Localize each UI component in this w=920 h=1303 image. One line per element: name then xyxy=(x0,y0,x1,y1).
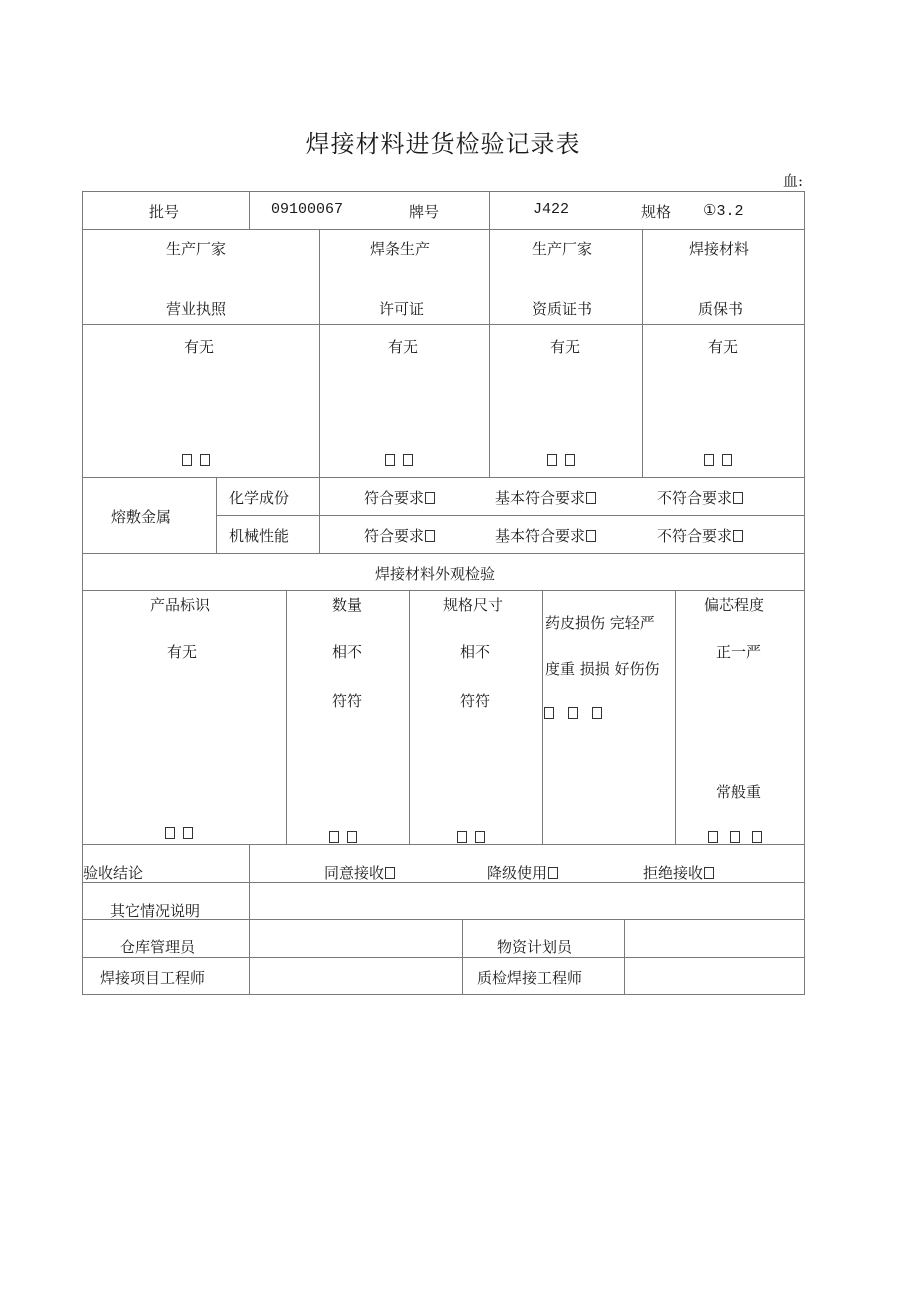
none-checkbox[interactable] xyxy=(565,454,575,466)
mech-options-cell xyxy=(319,515,805,554)
warehouse-manager-signature-field[interactable] xyxy=(249,919,463,958)
doc-header-business-license: 生产厂家 营业执照 xyxy=(82,229,320,325)
appearance-quantity: 数量 相不 符符 xyxy=(286,590,410,845)
material-planner-label-cell: 物资计划员 xyxy=(462,919,625,958)
spec-label: 规格 xyxy=(641,203,672,221)
average-checkbox[interactable] xyxy=(730,831,740,843)
mech-opt1[interactable]: 符合要求 xyxy=(364,525,435,546)
has-checkbox[interactable] xyxy=(182,454,192,466)
conclusion-label: 验收结论 xyxy=(83,864,144,882)
other-label-cell xyxy=(82,882,250,920)
doc-header-qualification: 生产厂家 资质证书 xyxy=(489,229,643,325)
match-checkbox[interactable] xyxy=(457,831,467,843)
doc-check-qualification: 有无 xyxy=(489,324,643,478)
appearance-header-cell xyxy=(82,553,805,591)
doc-check-production-permit: 有无 xyxy=(319,324,490,478)
checkbox[interactable] xyxy=(586,492,596,504)
other-value-field[interactable] xyxy=(249,882,805,920)
spec-value[interactable]: ①3.2 xyxy=(703,203,744,220)
none-checkbox[interactable] xyxy=(403,454,413,466)
accept-checkbox[interactable] xyxy=(385,867,395,879)
conclusion-label-cell xyxy=(82,844,250,883)
reject-option[interactable]: 拒绝接收 xyxy=(643,862,714,883)
doc-check-quality-certificate: 有无 xyxy=(642,324,805,478)
checkbox[interactable] xyxy=(733,530,743,542)
accept-option[interactable]: 同意接收 xyxy=(324,862,395,883)
mismatch-checkbox[interactable] xyxy=(475,831,485,843)
brand-value[interactable]: J422 xyxy=(533,201,570,218)
batch-label: 批号 xyxy=(149,203,180,221)
normal-checkbox[interactable] xyxy=(708,831,718,843)
batch-value[interactable]: 09100067 xyxy=(271,201,344,218)
doc-header-quality-certificate: 焊接材料 质保书 xyxy=(642,229,805,325)
none-checkbox[interactable] xyxy=(183,827,193,839)
batch-label-cell xyxy=(82,191,250,230)
mech-label-cell: 机械性能 xyxy=(216,515,320,554)
none-checkbox[interactable] xyxy=(722,454,732,466)
deposited-metal-label: 熔敷金属 xyxy=(111,508,172,526)
intact-checkbox[interactable] xyxy=(544,707,554,719)
chem-opt2[interactable]: 基本符合要求 xyxy=(495,487,596,508)
appearance-header: 焊接材料外观检验 xyxy=(375,565,496,583)
none-checkbox[interactable] xyxy=(200,454,210,466)
checkbox[interactable] xyxy=(425,492,435,504)
downgrade-checkbox[interactable] xyxy=(548,867,558,879)
appearance-eccentricity: 偏芯程度 正一严 常般重 xyxy=(675,590,805,845)
match-checkbox[interactable] xyxy=(329,831,339,843)
deposited-metal-label-cell xyxy=(82,477,217,554)
has-checkbox[interactable] xyxy=(165,827,175,839)
other-label: 其它情况说明 xyxy=(110,902,201,920)
appearance-product-mark: 产品标识 有无 xyxy=(82,590,287,845)
has-checkbox[interactable] xyxy=(385,454,395,466)
welding-engineer-signature-field[interactable] xyxy=(249,957,463,995)
page-title: 焊接材料进货检验记录表 xyxy=(305,130,581,158)
corner-mark: 血: xyxy=(783,172,804,190)
chem-opt1[interactable]: 符合要求 xyxy=(364,487,435,508)
chem-label-cell: 化学成份 xyxy=(216,477,320,516)
appearance-spec-size: 规格尺寸 相不 符符 xyxy=(409,590,543,845)
conclusion-options-cell xyxy=(249,844,805,883)
doc-header-production-permit: 焊条生产 许可证 xyxy=(319,229,490,325)
checkbox[interactable] xyxy=(425,530,435,542)
chem-opt3[interactable]: 不符合要求 xyxy=(657,487,743,508)
chem-options-cell xyxy=(319,477,805,516)
brand-label: 牌号 xyxy=(409,203,440,221)
has-checkbox[interactable] xyxy=(704,454,714,466)
appearance-coating-damage: 药皮损伤 完轻严 度重 损损 好伤伤 xyxy=(542,590,676,845)
qc-welding-engineer-signature-field[interactable] xyxy=(624,957,805,995)
checkbox[interactable] xyxy=(733,492,743,504)
welding-engineer-label-cell: 焊接项目工程师 xyxy=(82,957,250,995)
reject-checkbox[interactable] xyxy=(704,867,714,879)
batch-brand-cell xyxy=(249,191,490,230)
severe-damage-checkbox[interactable] xyxy=(592,707,602,719)
downgrade-option[interactable]: 降级使用 xyxy=(487,862,558,883)
checkbox[interactable] xyxy=(586,530,596,542)
doc-check-business-license: 有无 xyxy=(82,324,320,478)
material-planner-signature-field[interactable] xyxy=(624,919,805,958)
light-damage-checkbox[interactable] xyxy=(568,707,578,719)
brand-spec-cell xyxy=(489,191,805,230)
mech-opt3[interactable]: 不符合要求 xyxy=(657,525,743,546)
has-checkbox[interactable] xyxy=(547,454,557,466)
warehouse-manager-label-cell: 仓库管理员 xyxy=(82,919,250,958)
mismatch-checkbox[interactable] xyxy=(347,831,357,843)
mech-opt2[interactable]: 基本符合要求 xyxy=(495,525,596,546)
severe-checkbox[interactable] xyxy=(752,831,762,843)
qc-welding-engineer-label-cell: 质检焊接工程师 xyxy=(462,957,625,995)
